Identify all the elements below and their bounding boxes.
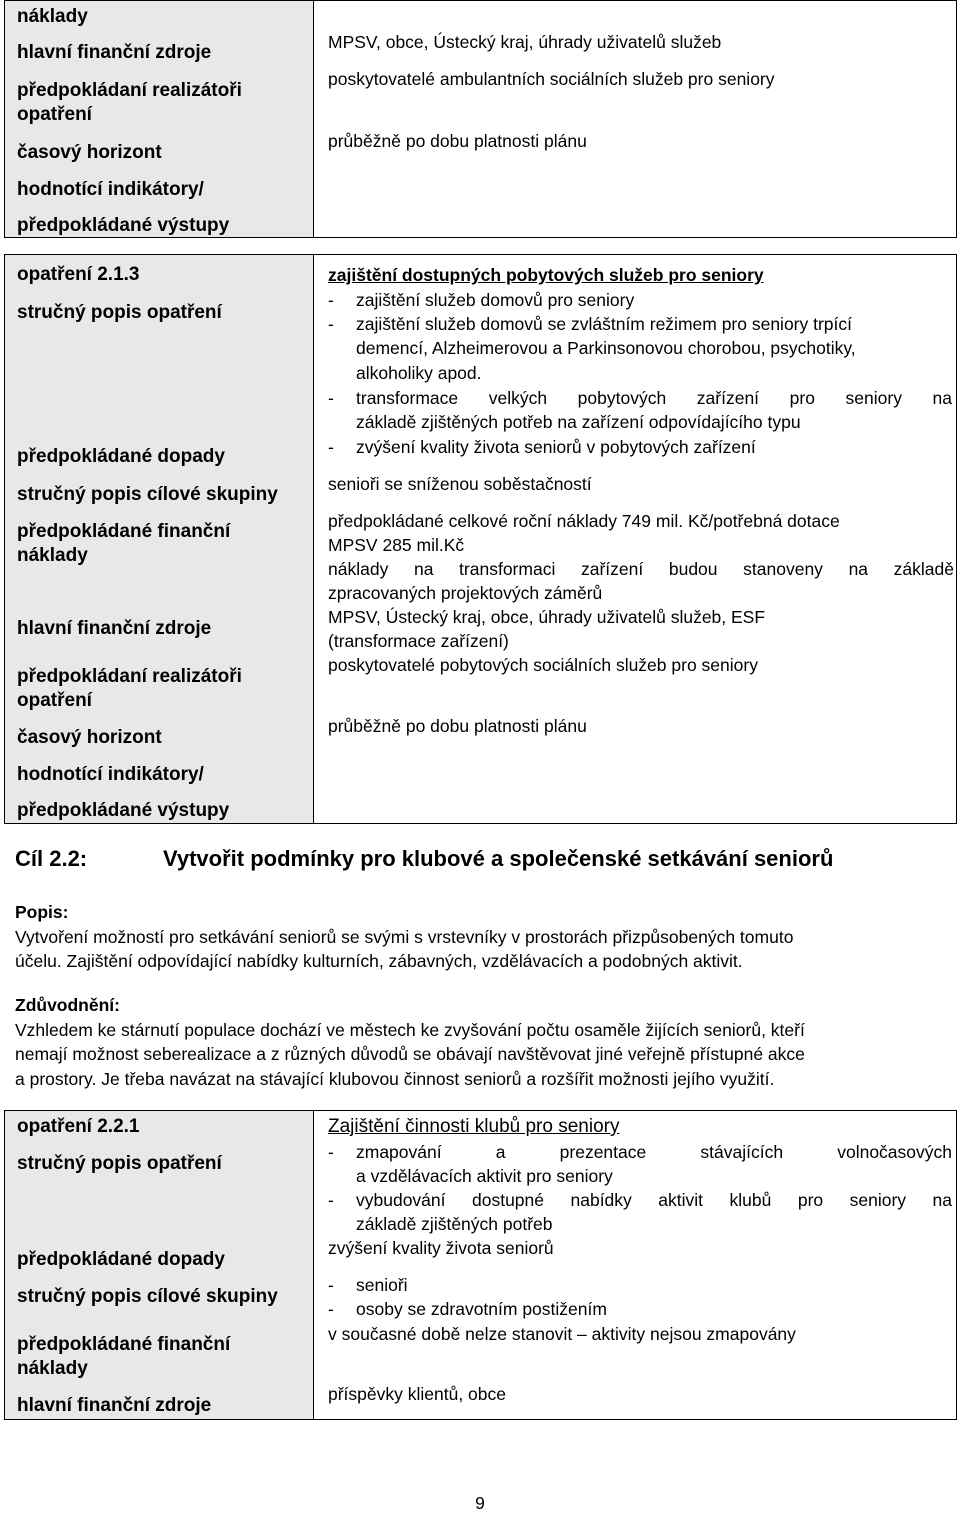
value-financni-3: náklady na transformaci zařízení budou stanoveny na základě (328, 559, 954, 579)
list-item-text: osoby se zdravotním postižením (356, 1299, 607, 1319)
dash: - (328, 1299, 334, 1319)
list-item (328, 288, 952, 312)
label-dopady: předpokládané dopady (17, 446, 225, 467)
list-item-text: základě zjištěných potřeb na zařízení odpovídajícího typu (356, 412, 801, 433)
value-column (314, 1111, 956, 1419)
value-column (314, 1, 956, 237)
label-casovy-horizont: časový horizont (17, 142, 162, 163)
list-item (328, 1188, 952, 1237)
value-financni: v současné době nelze stanovit – aktivity nejsou zmapovány (328, 1324, 796, 1344)
label-casovy-horizont: časový horizont (17, 727, 162, 748)
label-indikatory: hodnotící indikátory/ (17, 179, 204, 200)
label-opatreni-number: opatření 2.1.3 (17, 264, 140, 285)
zduvodneni-line: Vzhledem ke stárnutí populace dochází ve městech ke zvyšování počtu osaměle žijících seniorů, kteří (15, 1019, 805, 1040)
value-title: Zajištění činnosti klubů pro seniory (328, 1116, 620, 1137)
value-hlavni-zdroje: MPSV, Ústecký kraj, obce, úhrady uživatelů služeb, ESF (328, 607, 766, 627)
label-column (5, 1, 314, 237)
value-financni-4: zpracovaných projektových záměrů (328, 583, 603, 603)
label-financni: předpokládané finanční (17, 521, 231, 542)
value-realizatori: poskytovatelé ambulantních sociálních služeb pro seniory (328, 69, 775, 89)
label-cilove-skupiny: stručný popis cílové skupiny (17, 484, 278, 505)
value-dopady: zvýšení kvality života seniorů v pobytových zařízení (356, 437, 756, 457)
zduvodneni-heading: Zdůvodnění: (15, 995, 120, 1015)
list-item (328, 435, 952, 459)
table-continuation (4, 0, 957, 238)
section-popis (15, 900, 955, 974)
list-item-text: vybudování dostupné nabídky aktivit klubů pro seniory na (356, 1190, 952, 1210)
list-item (328, 1273, 952, 1297)
label-financni-2: náklady (17, 545, 88, 566)
goal-number: Cíl 2.2: (15, 846, 88, 871)
zduvodneni-line: a prostory. Je třeba navázat na stávající klubovou činnost seniorů a rozšířit možnosti jejího využití. (15, 1068, 775, 1089)
label-financni: předpokládané finanční (17, 1334, 231, 1355)
dash: - (328, 290, 334, 310)
label-hlavni-financni-zdroje: hlavní finanční zdroje (17, 1395, 212, 1416)
value-horizont: průběžně po dobu platnosti plánu (328, 131, 587, 151)
popis-line: účelu. Zajištění odpovídající nabídky kulturních, zábavných, vzdělávacích a podobných aktivit. (15, 951, 743, 971)
label-cilove-skupiny: stručný popis cílové skupiny (17, 1286, 278, 1307)
label-hlavni-financni-zdroje: hlavní finanční zdroje (17, 618, 212, 639)
label-strucny-popis: stručný popis opatření (17, 1153, 222, 1174)
label-realizatori-2: opatření (17, 104, 92, 125)
label-indikatory: hodnotící indikátory/ (17, 764, 204, 785)
list-item-text: a vzdělávacích aktivit pro seniory (356, 1166, 613, 1187)
list-item-text: zmapování a prezentace stávajících volnočasových (356, 1142, 952, 1162)
label-strucny-popis: stručný popis opatření (17, 302, 222, 323)
value-financni: předpokládané celkové roční náklady 749 mil. Kč/potřebná dotace (328, 511, 840, 531)
dash: - (328, 1190, 334, 1210)
dash: - (328, 1275, 334, 1295)
goal-title: Vytvořit podmínky pro klubové a společenské setkávání seniorů (163, 846, 834, 871)
label-column (5, 1111, 314, 1419)
value-hlavni-zdroje: MPSV, obce, Ústecký kraj, úhrady uživatelů služeb (328, 32, 722, 52)
label-hlavni-financni-zdroje: hlavní finanční zdroje (17, 42, 212, 63)
dash: - (328, 388, 334, 408)
value-horizont: průběžně po dobu platnosti plánu (328, 716, 587, 736)
label-naklady: náklady (17, 6, 88, 27)
value-hlavni-zdroje: příspěvky klientů, obce (328, 1384, 507, 1404)
value-cilove-skupiny: senioři se sníženou soběstačností (328, 474, 592, 494)
value-financni-2: MPSV 285 mil.Kč (328, 535, 465, 555)
list-item-text: alkoholiky apod. (356, 362, 482, 383)
value-title: zajištění dostupných pobytových služeb pro seniory (328, 265, 764, 285)
value-hlavni-zdroje-2: (transformace zařízení) (328, 631, 509, 651)
list-item (328, 386, 952, 435)
label-financni-2: náklady (17, 1358, 88, 1379)
label-column (5, 255, 314, 823)
list-item-text: senioři (356, 1275, 408, 1295)
page-number: 9 (475, 1493, 485, 1513)
popis-heading: Popis: (15, 902, 69, 922)
label-opatreni-number: opatření 2.2.1 (17, 1116, 140, 1137)
list-item-text: základě zjištěných potřeb (356, 1214, 553, 1235)
table-opatreni-2-2-1 (4, 1110, 957, 1420)
label-indikatory-2: předpokládané výstupy (17, 215, 230, 236)
dash: - (328, 1142, 334, 1162)
dash: - (328, 437, 334, 457)
value-realizatori: poskytovatelé pobytových sociálních služeb pro seniory (328, 655, 758, 675)
label-realizatori-2: opatření (17, 690, 92, 711)
label-realizatori: předpokládaní realizátoři (17, 666, 242, 687)
list-item (328, 1140, 952, 1189)
popis-line: Vytvoření možností pro setkávání seniorů se svými s vrstevníky v prostorách přizpůsobených tomuto (15, 926, 794, 947)
list-item-text: zajištění služeb domovů pro seniory (356, 290, 635, 310)
label-realizatori: předpokládaní realizátoři (17, 80, 242, 101)
list-item (328, 312, 952, 385)
list-item-text: transformace velkých pobytových zařízení pro seniory na (356, 388, 952, 408)
value-dopady: zvýšení kvality života seniorů (328, 1238, 554, 1258)
value-column (314, 255, 956, 823)
label-dopady: předpokládané dopady (17, 1249, 225, 1270)
section-zduvodneni (15, 993, 955, 1091)
list-item-text: demencí, Alzheimerovou a Parkinsonovou chorobou, psychotiky, (356, 338, 856, 359)
table-opatreni-2-1-3 (4, 254, 957, 824)
dash: - (328, 314, 334, 334)
zduvodneni-line: nemají možnost seberealizace a z různých důvodů se obávají navštěvovat jiné veřejně přístupné akce (15, 1044, 805, 1064)
list-item (328, 1297, 952, 1321)
label-indikatory-2: předpokládané výstupy (17, 800, 230, 821)
list-item-text: zajištění služeb domovů se zvláštním režimem pro seniory trpící (356, 314, 853, 334)
